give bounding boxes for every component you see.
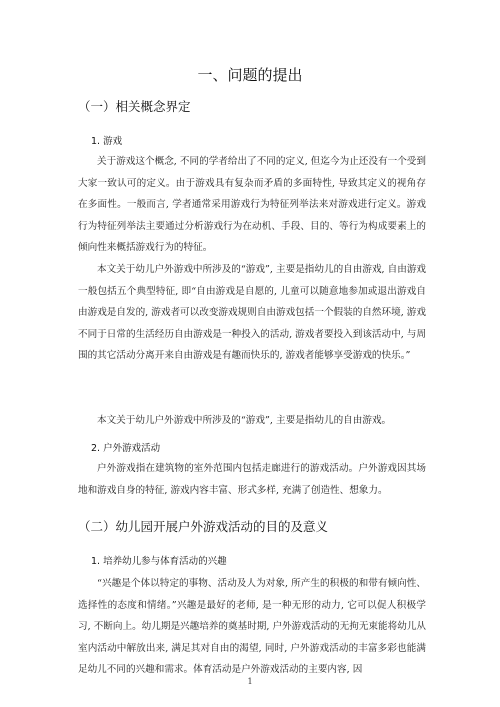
subsection-heading-interest: 1. 培养幼儿参与体育活动的兴趣 xyxy=(91,556,227,567)
paragraph-free-play-summary: 本文关于幼儿户外游戏中所涉及的“游戏”, 主要是指幼儿的自由游戏。 xyxy=(97,415,392,426)
paragraph-interest: “兴趣是个体以特定的事物、活动及人为对象, 所产生的积极的和带有倾向性、选择性的态度和情绪。”兴趣是最好的老师, 是一种无形的动力, 它可以促人积极学习, 不断向上。幼儿期是兴趣培养的奠基时期, 户外游戏活动的无拘无束能将幼儿从室内活动中解放出来, 满足其对自由的渴望, 同时, 户外游戏活动的丰富多彩也能满足幼儿不同的兴趣和需求。体育活动是户外游戏活动的主要内容, 因 xyxy=(78,578,426,676)
subsection-heading-game: 1. 游戏 xyxy=(91,136,123,147)
page-title: 一、问题的提出 xyxy=(197,66,303,84)
section-heading-1: （一）相关概念界定 xyxy=(78,99,191,114)
page-number: 1 xyxy=(247,677,253,686)
section-heading-2: （二）幼儿园开展户外游戏活动的目的及意义 xyxy=(78,519,329,534)
paragraph-game-definition: 关于游戏这个概念, 不同的学者给出了不同的定义, 但迄今为止还没有一个受到大家一致认可的定义。由于游戏具有复杂而矛盾的多面特性, 导致其定义的视角存在多面性。一般而言, 学者通常采用游戏行为特征列举法来对游戏进行定义。游戏行为特征列举法主要通过分析游戏行为在动机、手段、目的、等行为构成要素上的倾向性来概括游戏行为的特征。 xyxy=(78,156,426,254)
subsection-heading-outdoor-play: 2. 户外游戏活动 xyxy=(91,443,161,454)
paragraph-outdoor-play: 户外游戏指在建筑物的室外范围内包括走廊进行的游戏活动。户外游戏因其场地和游戏自身的特征, 游戏内容丰富、形式多样, 充满了创造性、想象力。 xyxy=(78,463,426,496)
paragraph-free-play-features: 本文关于幼儿户外游戏中所涉及的“游戏”, 主要是指幼儿的自由游戏, 自由游戏一般包括五个典型特征, 即“自由游戏是自愿的, 儿童可以随意地参加或退出游戏自由游戏是自发的, 游戏者可以改变游戏规则自由游戏包括一个假装的自然环境, 游戏不同于日常的生活经历自由游戏是一种投入的活动, 游戏者要投入到该活动中, 与周围的其它活动分离开来自由游戏是有趣而快乐的, 游戏者能够享受游戏的快乐。” xyxy=(78,264,427,362)
